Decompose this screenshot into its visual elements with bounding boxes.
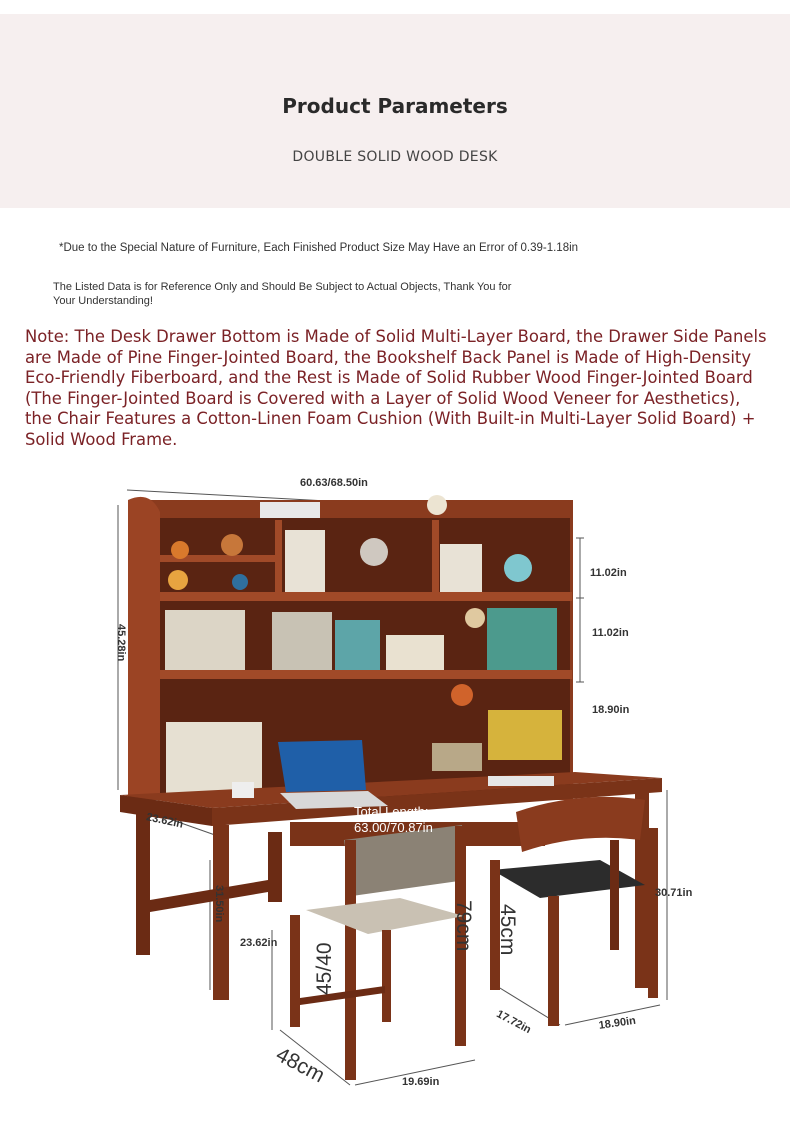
total-length-label — [354, 804, 433, 836]
reference-notice: The Listed Data is for Reference Only and Should Be Subject to Actual Objects, Thank You for Your Understanding! — [53, 281, 512, 307]
dim-shelf-2: 11.02in — [592, 627, 629, 639]
dim-total-height: 45.28in — [115, 624, 127, 662]
page-subtitle: DOUBLE SOLID WOOD DESK — [292, 149, 498, 165]
header-banner — [0, 14, 790, 208]
dim-desk-height: 31.50in — [213, 885, 225, 923]
total-length-value: 63.00/70.87in — [354, 820, 433, 835]
dim-seat-depth-cm: 45/40 — [313, 942, 336, 995]
error-notice: *Due to the Special Nature of Furniture, Each Finished Product Size May Have an Error of 0.39-1.18in — [59, 242, 579, 254]
dim-chair-height: 30.71in — [655, 887, 693, 899]
page-title: Product Parameters — [282, 94, 508, 118]
dim-seat-height-cm: 79cm — [452, 900, 475, 952]
dim-shelf-1: 11.02in — [590, 567, 627, 579]
dim-top-width: 60.63/68.50in — [300, 477, 368, 489]
dim-chair-seat-cm: 45cm — [496, 904, 519, 956]
dim-shelf-3: 18.90in — [592, 704, 630, 716]
dim-chair-seat-depth: 17.72in — [494, 1008, 533, 1037]
dim-chair-width: 19.69in — [402, 1076, 440, 1088]
dim-chair-depth-cm: 48cm — [272, 1043, 329, 1088]
dim-leg-depth: 23.62in — [240, 937, 278, 949]
dim-desk-depth: 23.62in — [145, 811, 185, 831]
material-note: Note: The Desk Drawer Bottom is Made of Solid Multi-Layer Board, the Drawer Side Panels are Made of Pine Finger-Jointed Board, the Bookshelf Back Panel is Made of High-Density Eco-Friendly Fiberboard, and the Rest is Made of Solid Rubber Wood Finger-Jointed Board (The Finger-Jointed Board is Covered with a Layer of Solid Wood Veneer for Aesthetics), the Chair Features a Cotton-Linen Foam Cushion (With Built-in Multi-Layer Solid Board) + Solid Wood Frame. — [25, 327, 767, 449]
total-length-title: Total Length: — [354, 804, 429, 819]
product-dimension-figure — [0, 460, 790, 1137]
desk-illustration — [0, 460, 790, 1137]
dim-chair-back-width: 18.90in — [598, 1014, 637, 1032]
